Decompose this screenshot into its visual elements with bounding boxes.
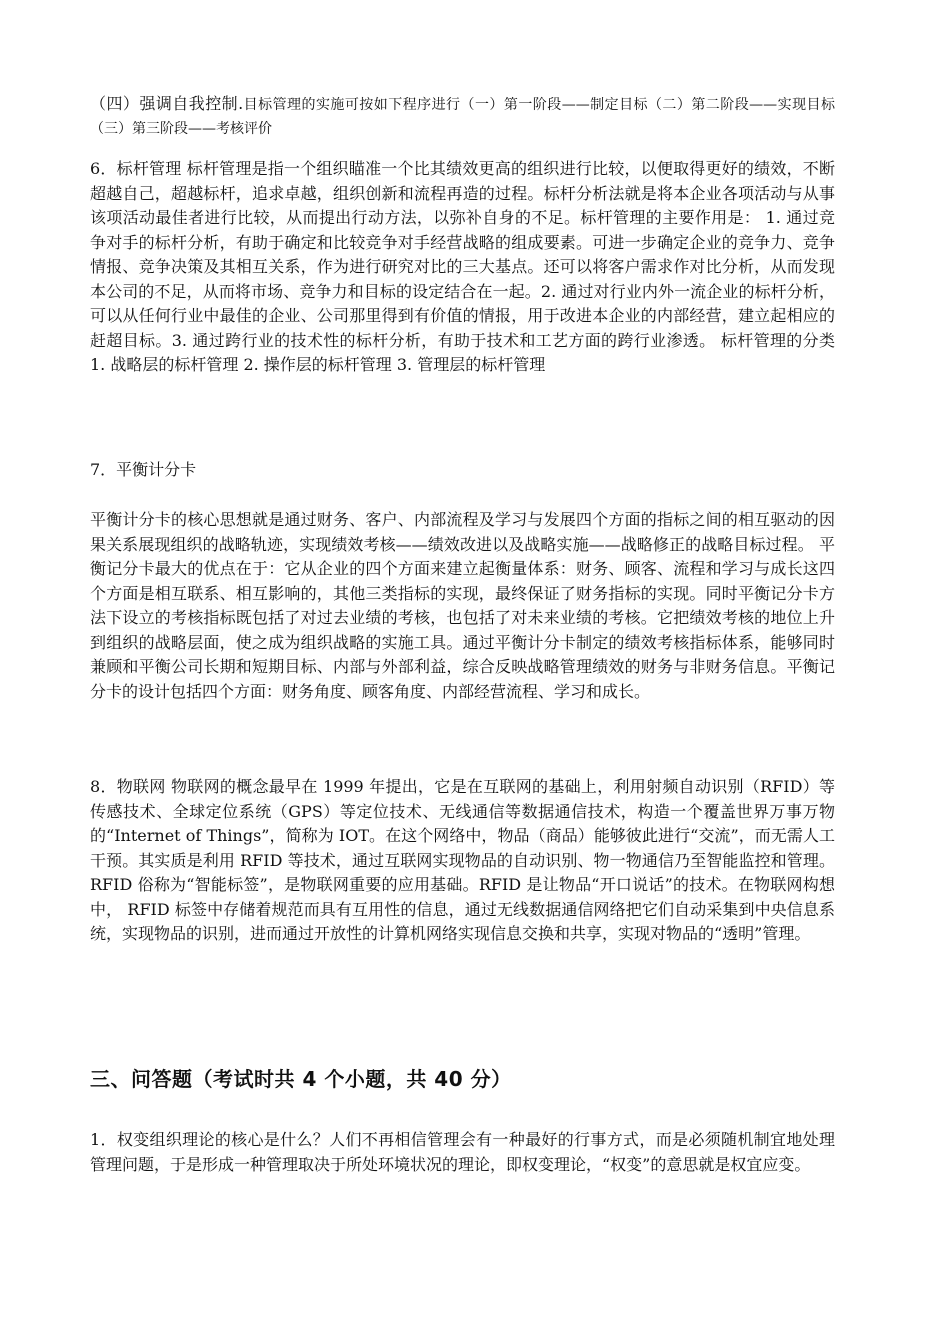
question-1-paragraph: 1．权变组织理论的核心是什么？人们不再相信管理会有一种最好的行事方式，而是必须随机制宜地处理管理问题，于是形成一种管理取决于所处环境状况的理论，即权变理论，“权变”的意思就是权宜应变。 xyxy=(90,1130,835,1174)
internet-of-things-paragraph: 8．物联网 物联网的概念最早在 1999 年提出，它是在互联网的基础上，利用射频自动识别（RFID）等传感技术、全球定位系统（GPS）等定位技术、无线通信等数据通信技术，构造一个覆盖世界万事万物的“Internet of Things”，简称为 IOT。在这个网络中，物品（商品）能够彼此进行“交流”，而无需人工干预。其实质是利用 RFID 等技术，通过互联网实现物品的自动识别、物一物通信乃至智能监控和管理。RFID 俗称为“智能标签”，是物联网重要的应用基础。RFID 是让物品“开口说话”的技术。在物联网构想中， RFID 标签中存储着规范而具有互用性的信息，通过无线数据通信网络把它们自动采集到中央信息系统，实现物品的识别，进而通过开放性的计算机网络实现信息交换和共享，实现对物品的“透明”管理。 xyxy=(90,777,835,943)
section-heading: 三、问答题（考试时共 4 个小题，共 40 分） xyxy=(90,1067,512,1091)
benchmark-management-paragraph: 6．标杆管理 标杆管理是指一个组织瞄准一个比其绩效更高的组织进行比较，以便取得更好的绩效，不断超越自己，超越标杆，追求卓越，组织创新和流程再造的过程。标杆分析法就是将本企业各项活动与从事该项活动最佳者进行比较，从而提出行动方法，以弥补自身的不足。标杆管理的主要作用是： 1. 通过竞争对手的标杆分析，有助于确定和比较竞争对手经营战略的组成要素。可进一步确定企业的竞争力、竞争情报、竞争决策及其相互关系，作为进行研究对比的三大基点。还可以将客户需求作对比分析，从而发现本公司的不足，从而将市场、竞争力和目标的设定结合在一起。2. 通过对行业内外一流企业的标杆分析，可以从任何行业中最佳的企业、公司那里得到有价值的情报，用于改进本企业的内部经营，建立起相应的赶超目标。3. 通过跨行业的技术性的标杆分析，有助于技术和工艺方面的跨行业渗透。 标杆管理的分类 1. 战略层的标杆管理 2. 操作层的标杆管理 3. 管理层的标杆管理 xyxy=(90,159,835,374)
intro-paragraph xyxy=(90,92,835,141)
balanced-scorecard-heading: 7．平衡计分卡 xyxy=(90,460,197,479)
intro-lead-text: （四）强调自我控制. xyxy=(90,94,244,113)
intro-rest-text: 目标管理的实施可按如下程序进行（一）第一阶段——制定目标（二）第二阶段——实现目标（三）第三阶段——考核评价 xyxy=(90,97,835,137)
balanced-scorecard-paragraph: 平衡计分卡的核心思想就是通过财务、客户、内部流程及学习与发展四个方面的指标之间的相互驱动的因果关系展现组织的战略轨迹，实现绩效考核——绩效改进以及战略实施——战略修正的战略目标过程。 平衡记分卡最大的优点在于：它从企业的四个方面来建立起衡量体系：财务、顾客、流程和学习与成长这四个方面是相互联系、相互影响的，其他三类指标的实现，最终保证了财务指标的实现。同时平衡记分卡方法下设立的考核指标既包括了对过去业绩的考核，也包括了对未来业绩的考核。它把绩效考核的地位上升到组织的战略层面，使之成为组织战略的实施工具。通过平衡计分卡制定的绩效考核指标体系，能够同时兼顾和平衡公司长期和短期目标、内部与外部利益，综合反映战略管理绩效的财务与非财务信息。平衡记分卡的设计包括四个方面：财务角度、顾客角度、内部经营流程、学习和成长。 xyxy=(90,510,835,701)
